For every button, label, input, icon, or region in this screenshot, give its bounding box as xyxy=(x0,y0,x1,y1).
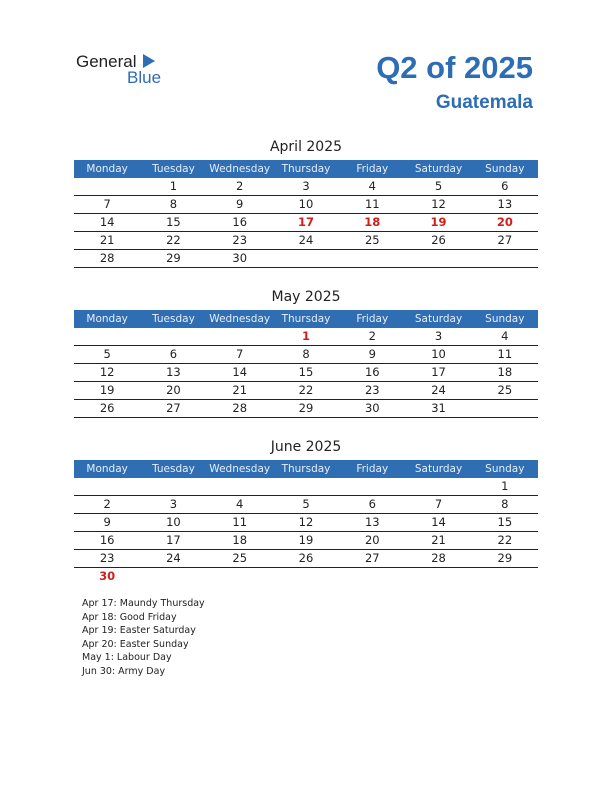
day-cell: 7 xyxy=(236,347,244,361)
week-row xyxy=(74,328,538,346)
holiday-item: Jun 30: Army Day xyxy=(82,665,166,677)
day-cell: 14 xyxy=(431,515,446,529)
day-cell: 12 xyxy=(298,515,314,529)
day-cell xyxy=(472,400,538,417)
day-cell: 11 xyxy=(232,515,248,529)
day-cell: 2 xyxy=(236,179,244,193)
day-cell: 26 xyxy=(298,551,314,565)
day-cell: 27 xyxy=(364,551,380,565)
day-cell: 18 xyxy=(232,533,248,547)
day-cell: 9 xyxy=(236,197,244,211)
day-cell: 16 xyxy=(99,533,115,547)
day-cell xyxy=(339,568,405,585)
day-cell xyxy=(405,478,471,495)
day-cell: 23 xyxy=(364,383,380,397)
weekday-label: Sunday xyxy=(485,463,525,475)
day-cell: 6 xyxy=(169,347,178,361)
month-calendar-may xyxy=(74,288,538,418)
holiday-item: Apr 18: Good Friday xyxy=(82,611,177,623)
day-cell: 13 xyxy=(364,515,380,529)
day-cell: 27 xyxy=(497,233,513,247)
day-cell: 13 xyxy=(497,197,513,211)
day-cell: 25 xyxy=(232,551,248,565)
day-cell: 9 xyxy=(368,347,376,361)
day-cell: 28 xyxy=(232,401,248,415)
day-cell: 14 xyxy=(232,365,248,379)
quarter-title: Q2 of 2025 xyxy=(376,50,533,85)
month-calendar-april xyxy=(74,138,538,268)
day-cell: 15 xyxy=(497,515,513,529)
day-cell xyxy=(207,568,273,585)
day-cell: 7 xyxy=(103,197,111,211)
holiday-day-cell: 19 xyxy=(430,215,447,229)
day-cell: 23 xyxy=(99,551,115,565)
day-cell xyxy=(140,568,206,585)
day-cell: 22 xyxy=(166,233,181,247)
weekday-label: Tuesday xyxy=(152,313,195,325)
day-cell xyxy=(140,478,206,495)
day-cell xyxy=(339,478,405,495)
day-cell: 5 xyxy=(103,347,111,361)
holiday-day-cell: 30 xyxy=(99,569,116,583)
day-cell: 23 xyxy=(232,233,248,247)
day-cell: 4 xyxy=(236,497,244,511)
day-cell: 8 xyxy=(302,347,310,361)
month-title: May 2025 xyxy=(271,289,341,305)
country-name: Guatemala xyxy=(435,92,533,113)
holiday-item: Apr 19: Easter Saturday xyxy=(82,625,196,637)
day-cell: 11 xyxy=(364,197,380,211)
week-row xyxy=(74,250,538,268)
week-row xyxy=(74,214,538,232)
day-cell: 31 xyxy=(431,401,446,415)
weekday-header-row xyxy=(74,460,538,478)
day-cell: 3 xyxy=(302,179,310,193)
day-cell: 16 xyxy=(232,215,248,229)
day-cell: 21 xyxy=(99,233,115,247)
day-cell: 28 xyxy=(99,251,115,265)
month-title: June 2025 xyxy=(270,439,342,455)
logo-text-blue: Blue xyxy=(127,68,162,87)
week-row xyxy=(74,364,538,382)
day-cell: 1 xyxy=(501,479,509,493)
day-cell: 19 xyxy=(99,383,115,397)
week-row xyxy=(74,178,538,196)
day-cell: 24 xyxy=(166,551,181,565)
week-row xyxy=(74,568,538,585)
day-cell: 10 xyxy=(298,197,314,211)
day-cell: 21 xyxy=(232,383,248,397)
week-row xyxy=(74,496,538,514)
day-cell: 4 xyxy=(368,179,376,193)
month-title: April 2025 xyxy=(269,139,343,155)
day-cell xyxy=(339,250,405,267)
day-cell: 4 xyxy=(501,329,509,343)
week-row xyxy=(74,550,538,568)
week-row xyxy=(74,382,538,400)
weekday-label: Wednesday xyxy=(209,463,271,475)
day-cell: 9 xyxy=(103,515,111,529)
day-cell: 15 xyxy=(166,215,181,229)
weekday-label: Thursday xyxy=(281,163,331,175)
week-row xyxy=(74,232,538,250)
day-cell xyxy=(74,178,140,195)
week-row xyxy=(74,478,538,496)
day-cell: 2 xyxy=(103,497,111,511)
week-row xyxy=(74,514,538,532)
day-cell: 10 xyxy=(166,515,181,529)
day-cell: 17 xyxy=(166,533,181,547)
day-cell: 30 xyxy=(364,401,380,415)
holiday-item: Apr 17: Maundy Thursday xyxy=(82,598,205,609)
weekday-label: Saturday xyxy=(414,463,463,475)
day-cell: 24 xyxy=(431,383,446,397)
day-cell xyxy=(405,250,471,267)
day-cell xyxy=(472,568,538,585)
weekday-label: Sunday xyxy=(485,313,525,325)
weekday-label: Monday xyxy=(86,163,128,175)
day-cell xyxy=(273,250,339,267)
day-cell: 15 xyxy=(298,365,314,379)
day-cell: 10 xyxy=(431,347,446,361)
day-cell: 24 xyxy=(298,233,314,247)
holiday-list xyxy=(82,597,205,679)
day-cell: 12 xyxy=(431,197,446,211)
weekday-label: Monday xyxy=(86,313,128,325)
weekday-label: Saturday xyxy=(414,313,463,325)
day-cell: 26 xyxy=(99,401,115,415)
holiday-day-cell: 1 xyxy=(301,329,310,343)
day-cell: 5 xyxy=(434,179,443,193)
day-cell: 1 xyxy=(169,179,178,193)
day-cell: 8 xyxy=(169,197,178,211)
holiday-day-cell: 20 xyxy=(496,215,513,229)
weekday-label: Tuesday xyxy=(152,163,195,175)
day-cell: 27 xyxy=(166,401,181,415)
day-cell: 12 xyxy=(99,365,115,379)
holiday-item: Apr 20: Easter Sunday xyxy=(82,638,189,650)
day-cell: 25 xyxy=(364,233,380,247)
day-cell: 18 xyxy=(497,365,513,379)
day-cell xyxy=(207,328,273,345)
month-calendar-june xyxy=(74,438,538,585)
logo-triangle-icon xyxy=(143,54,155,68)
day-cell: 21 xyxy=(431,533,446,547)
weekday-label: Friday xyxy=(356,463,389,475)
day-cell: 6 xyxy=(368,497,376,511)
day-cell: 5 xyxy=(302,497,310,511)
day-cell: 19 xyxy=(298,533,314,547)
day-cell xyxy=(74,478,140,495)
weekday-label: Sunday xyxy=(485,163,525,175)
day-cell: 7 xyxy=(434,497,443,511)
day-cell: 29 xyxy=(166,251,181,265)
day-cell xyxy=(273,568,339,585)
holiday-day-cell: 17 xyxy=(297,215,314,229)
day-cell xyxy=(405,568,471,585)
day-cell xyxy=(74,328,140,345)
day-cell: 6 xyxy=(501,179,509,193)
day-cell: 25 xyxy=(497,383,513,397)
day-cell: 28 xyxy=(431,551,446,565)
day-cell: 30 xyxy=(232,251,248,265)
day-cell xyxy=(273,478,339,495)
weekday-label: Thursday xyxy=(281,313,331,325)
weekday-label: Saturday xyxy=(414,163,463,175)
week-row xyxy=(74,196,538,214)
day-cell: 29 xyxy=(497,551,513,565)
day-cell: 11 xyxy=(497,347,513,361)
day-cell: 22 xyxy=(298,383,314,397)
day-cell xyxy=(140,328,206,345)
weekday-header-row xyxy=(74,160,538,178)
day-cell: 20 xyxy=(364,533,380,547)
weekday-label: Friday xyxy=(356,163,389,175)
day-cell: 14 xyxy=(99,215,115,229)
day-cell xyxy=(472,250,538,267)
day-cell: 3 xyxy=(169,497,178,511)
holiday-item: May 1: Labour Day xyxy=(82,652,172,664)
week-row xyxy=(74,346,538,364)
week-row xyxy=(74,400,538,418)
day-cell: 26 xyxy=(431,233,446,247)
weekday-header-row xyxy=(74,310,538,328)
day-cell: 3 xyxy=(434,329,443,343)
week-row xyxy=(74,532,538,550)
weekday-label: Friday xyxy=(356,313,389,325)
day-cell: 22 xyxy=(497,533,513,547)
logo-text-general: General xyxy=(76,52,137,71)
day-cell: 17 xyxy=(431,365,446,379)
weekday-label: Wednesday xyxy=(209,313,271,325)
day-cell: 29 xyxy=(298,401,314,415)
day-cell: 8 xyxy=(501,497,509,511)
day-cell: 2 xyxy=(368,329,376,343)
weekday-label: Tuesday xyxy=(152,463,195,475)
day-cell: 16 xyxy=(364,365,380,379)
weekday-label: Monday xyxy=(86,463,128,475)
day-cell: 20 xyxy=(166,383,181,397)
day-cell xyxy=(207,478,273,495)
holiday-day-cell: 18 xyxy=(364,215,381,229)
weekday-label: Wednesday xyxy=(209,163,271,175)
weekday-label: Thursday xyxy=(281,463,331,475)
day-cell: 13 xyxy=(166,365,181,379)
